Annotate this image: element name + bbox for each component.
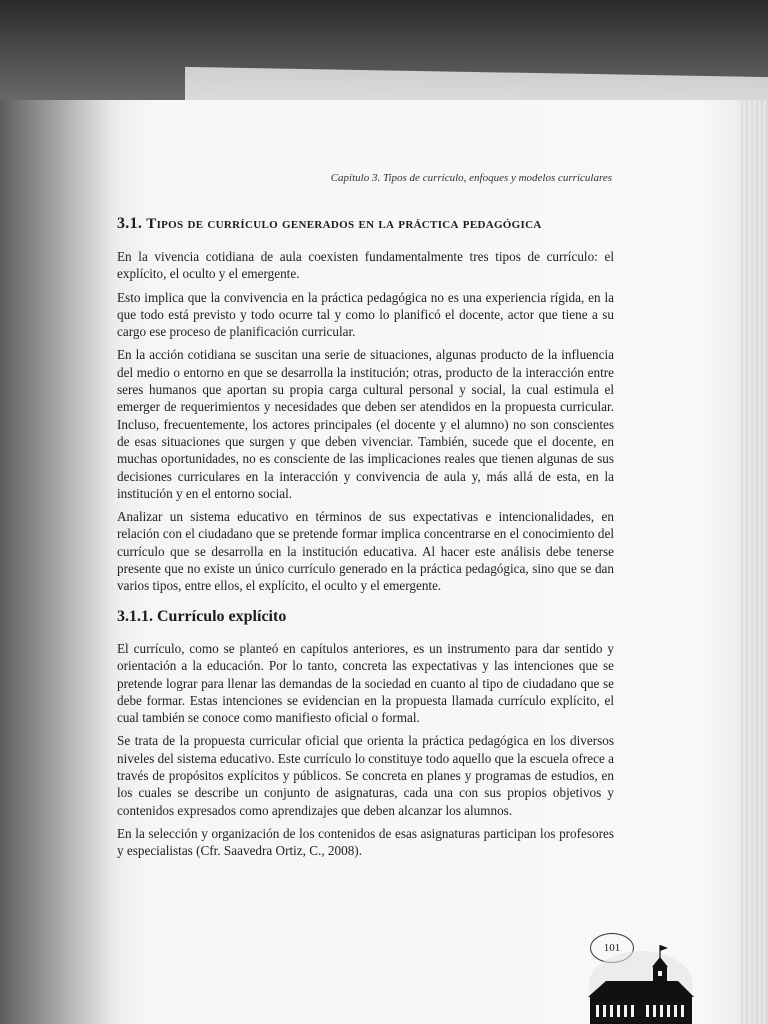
school-building-icon <box>586 943 696 1024</box>
section-title-text: Tipos de currículo generados en la práctica pedagógica <box>146 216 542 232</box>
section-title <box>117 215 617 233</box>
subsection-body <box>117 640 614 866</box>
paragraph: Analizar un sistema educativo en términos de sus expectativas e intencionalidades, en relación con el ciudadano que se pretende formar implica concentrarse en el conocimiento del currículo que se desarrolla en la institución educativa. Al hacer este análisis debe tenerse presente que no existe un único currículo generado en la práctica pedagógica, sino que se dan varios tipos, entre ellos, el explícito, el oculto y el emergente. <box>117 509 614 594</box>
page-stack-edge <box>738 100 768 1024</box>
paragraph: En la selección y organización de los contenidos de esas asignaturas participan los profesores y especialistas (Cfr. Saavedra Ortiz, C., 2008). <box>117 825 614 859</box>
running-header: Capítulo 3. Tipos de currículo, enfoques y modelos curriculares <box>330 172 612 184</box>
paragraph: En la vivencia cotidiana de aula coexisten fundamentalmente tres tipos de currículo: el explícito, el oculto y el emergente. <box>117 249 614 282</box>
paragraph: El currículo, como se planteó en capítulos anteriores, es un instrumento para dar sentido y orientación a la educación. Por lo tanto, concreta las expectativas y las intenciones que se pretende lograr para llenar las demandas de la sociedad en cuanto al tipo de ciudadano que se debe formar. Estas intenciones se evidencian en la propuesta llamada currículo explícito, el cual también se conoce como manifiesto oficial o formal. <box>117 641 614 726</box>
paragraph: Esto implica que la convivencia en la práctica pedagógica no es una experiencia rígida, en la que todo está previsto y todo ocurre tal y como lo planificó el docente, actor que tiene a su cargo ese proceso de planificación curricular. <box>117 289 614 340</box>
section-number: 3.1. <box>117 215 143 232</box>
page-number: 101 <box>590 933 634 963</box>
paragraph: Se trata de la propuesta curricular oficial que orienta la práctica pedagógica en los diversos niveles del sistema educativo. Este currículo lo constituye todo aquello que la escuela ofrece a través de propósitos explícitos y públicos. Se concreta en planes y programas de estudios, en los cuales se describe un conjunto de asignaturas, cada una con sus propios objetivos y contenidos expresados como aprendizajes que deben alcanzar los alumnos. <box>117 733 614 818</box>
section-body <box>117 248 614 601</box>
subsection-title: 3.1.1. Currículo explícito <box>117 608 287 625</box>
paragraph: En la acción cotidiana se suscitan una serie de situaciones, algunas producto de la influencia del medio o entorno en que se desarrolla la institución; otras, producto de la interacción entre seres humanos que aportan su propia carga cultural personal y social, la cual estimula el emerger de requerimientos y necesidades que deben ser atendidos en la propuesta curricular. Incluso, frecuentemente, los actores principales (el docente y el alumno) no son conscientes de esas situaciones que surgen y que deben vivenciar. También, sucede que el docente, en muchas oportunidades, no es consciente de las implicaciones reales que tienen algunas de sus decisiones curriculares en la interacción y convivencia de aula y, más allá de esta, en la institución y en el entorno social. <box>117 347 614 501</box>
